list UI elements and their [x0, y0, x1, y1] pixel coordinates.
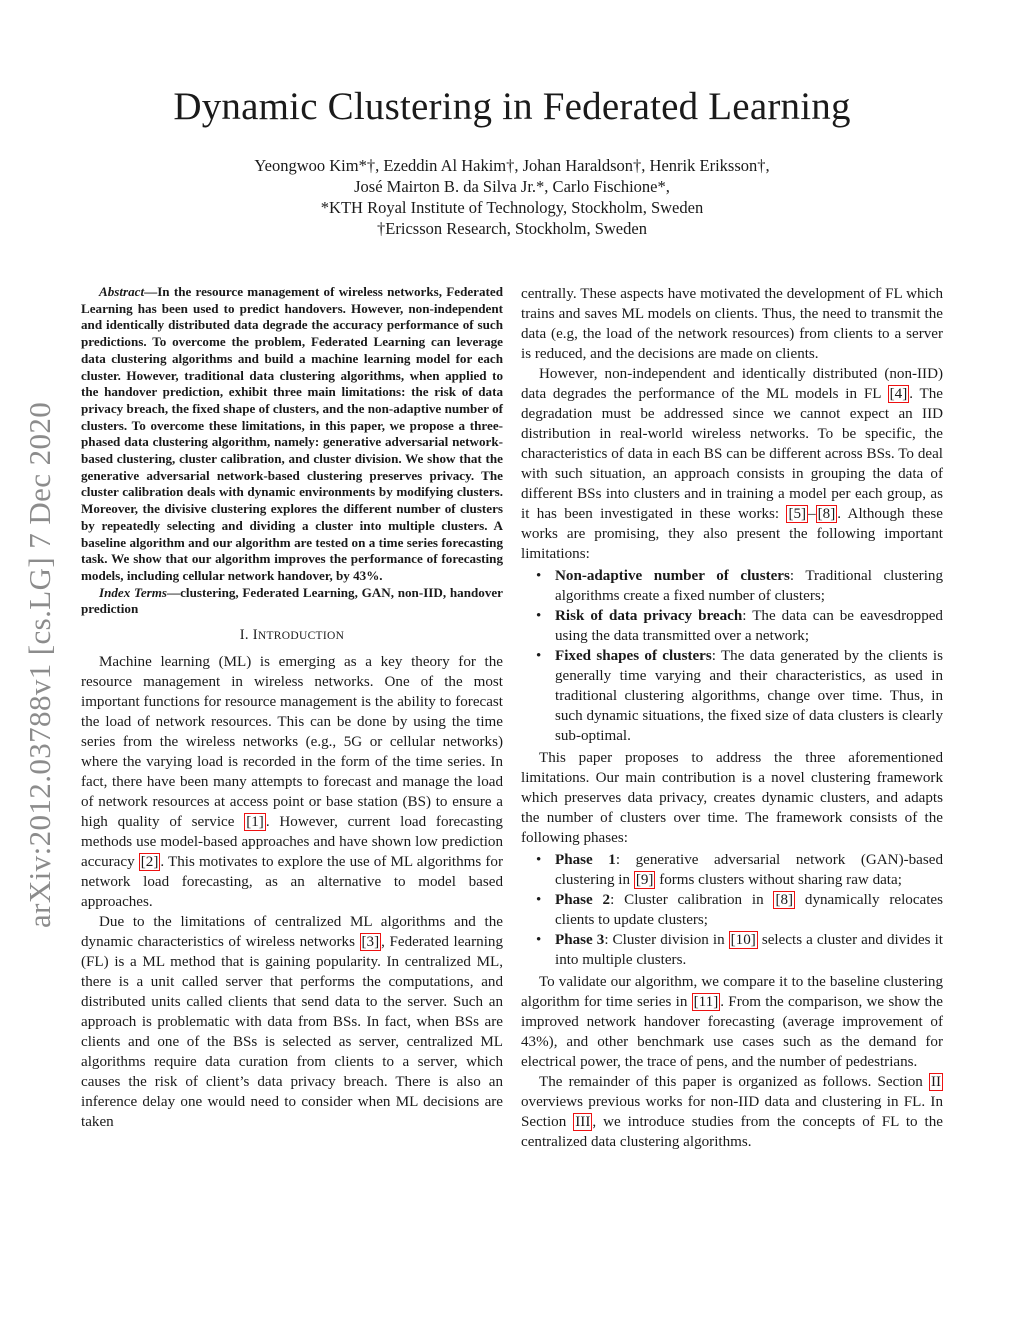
intro-paragraph-7: The remainder of this paper is organized as follows. Section II overviews previous works for non-IID data and clustering in FL. In Section III , we introduce studies from the concepts of FL to the centralized data clustering algorithms.: [521, 1074, 943, 1150]
citation-link[interactable]: [5]: [788, 506, 807, 522]
phases-list: [521, 850, 943, 970]
arxiv-watermark: arXiv:2012.03788v1 [cs.LG] 7 Dec 2020: [22, 401, 57, 928]
list-item: • Phase 3: Cluster division in [10] selects a cluster and divides it into multiple clusters.: [555, 930, 943, 970]
list-item: • Risk of data privacy breach: The data can be eavesdropped using the data transmitted over a network;: [555, 606, 943, 646]
citation-link[interactable]: [1]: [246, 814, 264, 831]
intro-paragraph-2: Due to the limitations of centralized ML algorithms and the dynamic characteristics of wireless networks [3] , Federated learning (FL) is a ML method that is gaining popularity. In centralized ML, there is a unit called server that performs the computations, and distributed units called clients that send data to the server. Such an approach is problematic with data from BSs. In fact, when BSs are clients and one of the BSs is selected as server, centralized ML algorithms require data curation from clients to a server, which causes the risk of client’s data privacy breach. There is also an inference delay one would need to consider when ML decisions are taken: [81, 914, 503, 1131]
citation-link[interactable]: [3]: [361, 934, 380, 951]
limitations-list: [521, 566, 943, 746]
citation-link[interactable]: [2]: [140, 854, 159, 871]
citation-link[interactable]: [8]: [817, 506, 836, 522]
citation-link[interactable]: [4]: [889, 386, 908, 402]
abstract-dash: —: [144, 284, 158, 299]
citation-link[interactable]: [10]: [730, 932, 756, 948]
section-link[interactable]: III: [575, 1114, 591, 1130]
intro-paragraph-3: centrally. These aspects have motivated the development of FL which trains and saves ML models on clients. Thus, the need to transmit the data (e.g, the load of the network resources) from clients to a server is reduced, and the decisions are made on clients.: [521, 286, 943, 362]
intro-paragraph-6: To validate our algorithm, we compare it to the baseline clustering algorithm for time series in [11] . From the comparison, we show the improved network handover forecasting (average improvement of 43%), and other benchmark use cases such as the demand for electrical power, the trace of pens, and the number of pedestrians.: [521, 974, 943, 1070]
section-heading-introduction: I. INTRODUCTION: [239, 627, 345, 644]
index-terms: [81, 585, 503, 618]
intro-paragraph-4: However, non-independent and identically distributed (non-IID) data degrades the performance of the ML models in FL [4] . The degradation must be addressed since we cannot expect an IID distribution in real-world wireless networks. To be specific, the characteristics of data in each BS can be different across BSs. To deal with such situation, an approach consists in grouping the data of different BSs into clusters and in training a model per each group, as it has been investigated in these works: [5] – [8] . Although these works are promising, they also present the following important limitations:: [521, 366, 944, 562]
list-item: • Non-adaptive number of clusters: Traditional clustering algorithms create a fixed number of clusters;: [555, 566, 943, 606]
index-terms-dash: —: [167, 584, 181, 600]
abstract-label: Abstract: [99, 284, 145, 299]
citation-link[interactable]: [11]: [693, 994, 719, 1010]
abstract-text: In the resource management of wireless networks, Federated Learning has been used to predict handovers. However, non-independent and identically distributed data degrade the accuracy performance of such predictions. To overcome the problem, Federated Learning can leverage data clustering algorithms and build a machine learning model for each cluster. However, traditional data clustering algorithms, when applied to the handover prediction, exhibit three main limitations: the risk of data privacy breach, the fixed shape of clusters, and the non-adaptive number of clusters. To overcome these limitations, in this paper, we propose a three-phased data clustering algorithm, namely: generative adversarial network-based clustering, cluster calibration, and cluster division. We show that the generative adversarial network-based clustering preserves privacy. The cluster calibration deals with dynamic environments by modifying clusters. Moreover, the divisive clustering explores the different number of clusters by repeatedly selecting and dividing a cluster into multiple clusters. A baseline algorithm and our algorithm are tested on a time series forecasting task. We show that our algorithm improves the performance of forecasting models, including cellular network handover, by 43%.: [81, 284, 503, 583]
list-item: • Fixed shapes of clusters: The data generated by the clients is generally time varying and their characteristics, as used in traditional clustering algorithms, change over time. Thus, in such dynamic situations, the fixed size of data clusters is clearly sub-optimal.: [555, 646, 943, 746]
author-line-2: José Mairton B. da Silva Jr.*, Carlo Fischione*,: [354, 177, 670, 196]
author-line-1: Yeongwoo Kim*†, Ezeddin Al Hakim†, Johan Haraldson†, Henrik Eriksson†,: [254, 156, 770, 175]
intro-paragraph-1: Machine learning (ML) is emerging as a key theory for the resource management in wireless networks. One of the most important functions for resource management is the ability to forecast the load of network resources. This can be done by using the time series from the wireless networks (e.g., 5G or cellular networks) where the varying load is recorded in the form of the time series. In fact, there have been many attempts to forecast and manage the load of network resources at access point or base station (BS) to ensure a high quality of service [1] . However, current load forecasting methods use model-based approaches and have shown low prediction accuracy [2] . This motivates to explore the use of ML algorithms for network load forecasting, as an alternative to model based approaches.: [81, 654, 503, 911]
paper-title: Dynamic Clustering in Federated Learning: [173, 85, 851, 128]
list-item: • Phase 1: generative adversarial network (GAN)-based clustering in [9] forms clusters without sharing raw data;: [555, 850, 943, 890]
citation-link[interactable]: [8]: [775, 892, 794, 908]
affiliation-ericsson: †Ericsson Research, Stockholm, Sweden: [377, 219, 647, 238]
intro-paragraph-5: This paper proposes to address the three aforementioned limitations. Our main contribution is a novel clustering framework which preserves data privacy, creates dynamic clusters, and adapts the number of clusters over time. The framework consists of the following phases:: [521, 750, 943, 846]
index-terms-text: clustering, Federated Learning, GAN, non-IID, handover prediction: [81, 584, 503, 617]
author-block: [0, 155, 1024, 239]
right-column: [521, 284, 943, 1152]
abstract: [81, 284, 503, 585]
section-link[interactable]: II: [930, 1074, 941, 1090]
list-item: • Phase 2: Cluster calibration in [8] dynamically relocates clients to update clusters;: [555, 890, 943, 930]
affiliation-kth: *KTH Royal Institute of Technology, Stockholm, Sweden: [320, 198, 704, 217]
citation-link[interactable]: [9]: [635, 872, 654, 888]
index-terms-label: Index Terms: [99, 584, 168, 600]
left-column: [81, 284, 503, 1132]
